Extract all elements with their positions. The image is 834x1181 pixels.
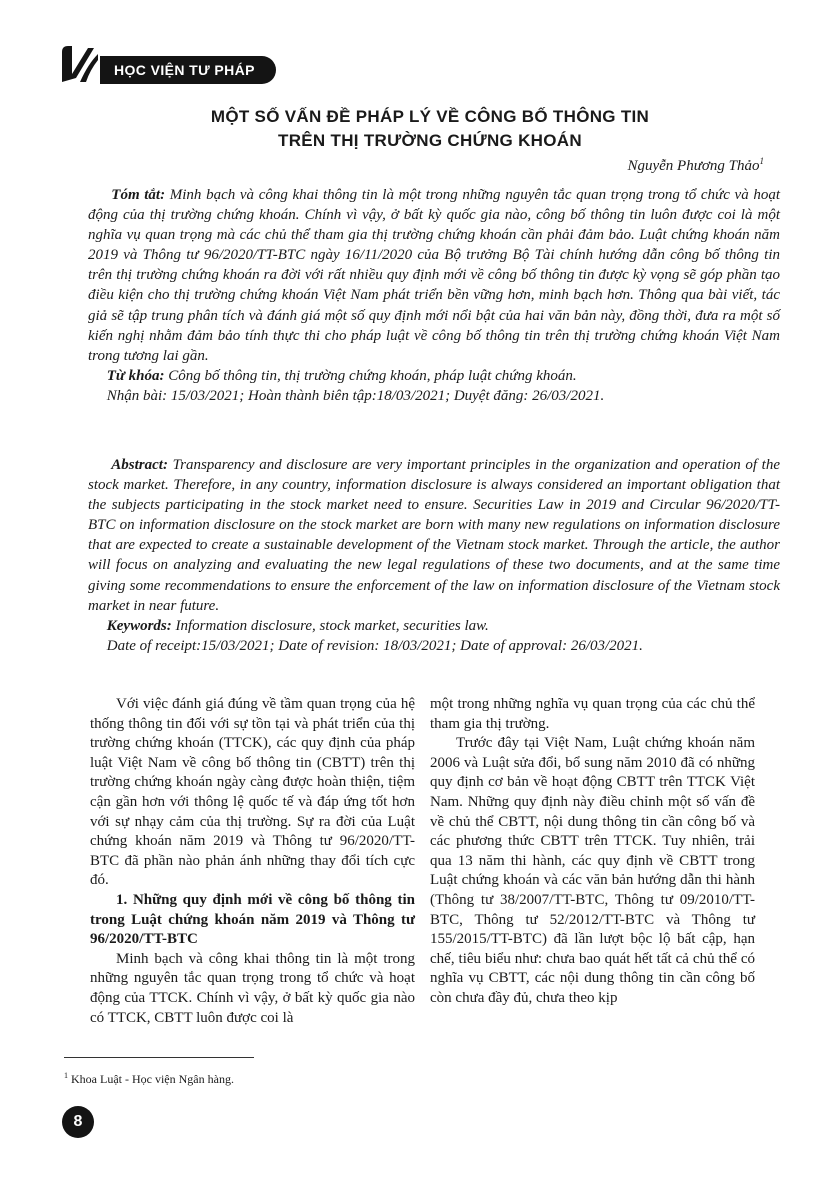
abstract-vietnamese	[88, 185, 780, 406]
body-right-column	[430, 695, 755, 1009]
keywords-en-label: Keywords:	[106, 617, 172, 634]
article-title-line2: TRÊN THỊ TRƯỜNG CHỨNG KHOÁN	[278, 131, 582, 150]
dates-vn: Nhận bài: 15/03/2021; Hoàn thành biên tập:18/03/2021; Duyệt đăng: 26/03/2021.	[106, 387, 605, 404]
section1-paragraph-2: Trước đây tại Việt Nam, Luật chứng khoán năm 2006 và Luật sửa đổi, bổ sung năm 2010 đã có những quy định cơ bản về hoạt động CBTT trên TTCK Việt Nam. Những quy định này điều chỉnh một số vấn đề về chủ thể CBTT, nội dung thông tin cần công bố và các phương thức CBTT trên TTCK. Tuy nhiên, trải qua 13 năm thi hành, các quy định về CBTT trong Luật chứng khoán và các văn bản hướng dẫn thi hành (Thông tư 38/2007/TT-BTC, Thông tư 09/2010/TT-BTC, Thông tư 52/2012/TT-BTC và Thông tư 155/2015/TT-BTC) đã lần lượt bộc lộ bất cập, hạn chế, tiêu biểu như: chưa bao quát hết tất cả chủ thể có nghĩa vụ CBTT, các nội dung thông tin cần công bố còn chưa đầy đủ, chưa theo kịp	[430, 735, 755, 1006]
section1-paragraph-1: Minh bạch và công khai thông tin là một trong những nguyên tắc quan trọng trong tổ chức và hoạt động của TTCK. Chính vì vậy, ở bất kỳ quốc gia nào có TTCK, CBTT luôn được coi là	[90, 950, 415, 1026]
keywords-vn-label: Từ khóa:	[106, 367, 165, 384]
keywords-en	[88, 616, 780, 636]
body-left-column	[90, 695, 415, 1028]
page-number: 8	[62, 1106, 94, 1138]
abstract-en-label: Abstract:	[111, 457, 168, 473]
author-name: Nguyễn Phương Thảo$^1$	[627, 156, 764, 174]
article-title-line1: MỘT SỐ VẤN ĐỀ PHÁP LÝ VỀ CÔNG BỐ THÔNG TIN	[210, 107, 650, 126]
footnote-divider	[64, 1057, 254, 1058]
keywords-vn	[88, 366, 780, 386]
keywords-en-text: Information disclosure, stock market, securities law.	[171, 617, 489, 634]
intro-paragraph: Với việc đánh giá đúng về tầm quan trọng của hệ thống thông tin đối với sự tồn tại và phát triển của thị trường chứng khoán (TTCK), các quy định của pháp luật Việt Nam về công bố thông tin (CBTT) trên thị trường chứng khoán ngày càng được hoàn thiện, tiệm cận gần hơn với thông lệ quốc tế và đáp ứng tốt hơn với sự nhạy cảm của thị trường. Sự ra đời của Luật chứng khoán năm 2019 và Thông tư 96/2020/TT-BTC đã phần nào phản ánh những thay đổi tích cực đó.	[90, 696, 415, 889]
abstract-english	[88, 455, 780, 656]
journal-section-label: HỌC VIỆN TƯ PHÁP	[114, 62, 255, 78]
abstract-vn-text: Minh bạch và công khai thông tin là một trong những nguyên tắc quan trọng trong tổ chức và hoạt động của thị trường chứng khoán. Chính vì vậy, ở bất kỳ quốc gia nào, công bố thông tin luôn được coi là một nghĩa vụ quan trọng mà các chủ thể tham gia thị trường chứng khoán cần phải đảm bảo. Luật chứng khoán năm 2019 và Thông tư 96/2020/TT-BTC ngày 16/11/2020 của Bộ trưởng Bộ Tài chính hướng dẫn công bố thông tin trên thị trường chứng khoán ra đời với rất nhiều quy định mới về công bố thông tin được kỳ vọng sẽ góp phần tạo điều kiện cho thị trường chứng khoán Việt Nam phát triển bền vững hơn, minh bạch hơn. Thông qua bài viết, tác giả sẽ tập trung phân tích và đánh giá một số quy định mới nổi bật của hai văn bản này, đồng thời, đưa ra một số kiến nghị nhằm đảm bảo tính thực thi cho pháp luật về công bố thông tin trên thị trường chứng khoán Việt Nam trong tương lai gần.	[88, 187, 781, 364]
author-footnote-mark: 1	[759, 156, 764, 166]
section-heading-1: 1. Những quy định mới về công bố thông tin trong Luật chứng khoán năm 2019 và Thông tư 96/2020/TT-BTC	[90, 891, 415, 948]
dates-en: Date of receipt:15/03/2021; Date of revision: 18/03/2021; Date of approval: 26/03/2021.	[106, 637, 643, 654]
footnote: $^1$ Khoa Luật - Học viện Ngân hàng.	[64, 1071, 234, 1086]
abstract-en-paragraph	[88, 455, 780, 616]
abstract-en-text: Transparency and disclosure are very important principles in the organization and operation of the stock market. Therefore, in any country, information disclosure is always considered an important obligation that the subjects participating in the stock market need to ensure. Securities Law in 2019 and Circular 96/2020/TT-BTC on information disclosure on the stock market are born with many new regulations on information disclosure that are expected to create a sustainable development of the Vietnam stock market. Through the article, the author will focus on analyzing and evaluating the new legal regulations of these two documents, and at the same time giving some recommendations to ensure the enforcement of the law on information disclosure of the Vietnam stock market in near future.	[88, 457, 781, 614]
journal-logo-icon	[58, 44, 100, 84]
section1-paragraph-1-continued: một trong những nghĩa vụ quan trọng của các chủ thể tham gia thị trường.	[430, 696, 755, 732]
abstract-vn-paragraph	[88, 185, 780, 366]
abstract-vn-label: Tóm tắt:	[111, 187, 166, 203]
keywords-vn-text: Công bố thông tin, thị trường chứng khoán, pháp luật chứng khoán.	[164, 367, 577, 384]
